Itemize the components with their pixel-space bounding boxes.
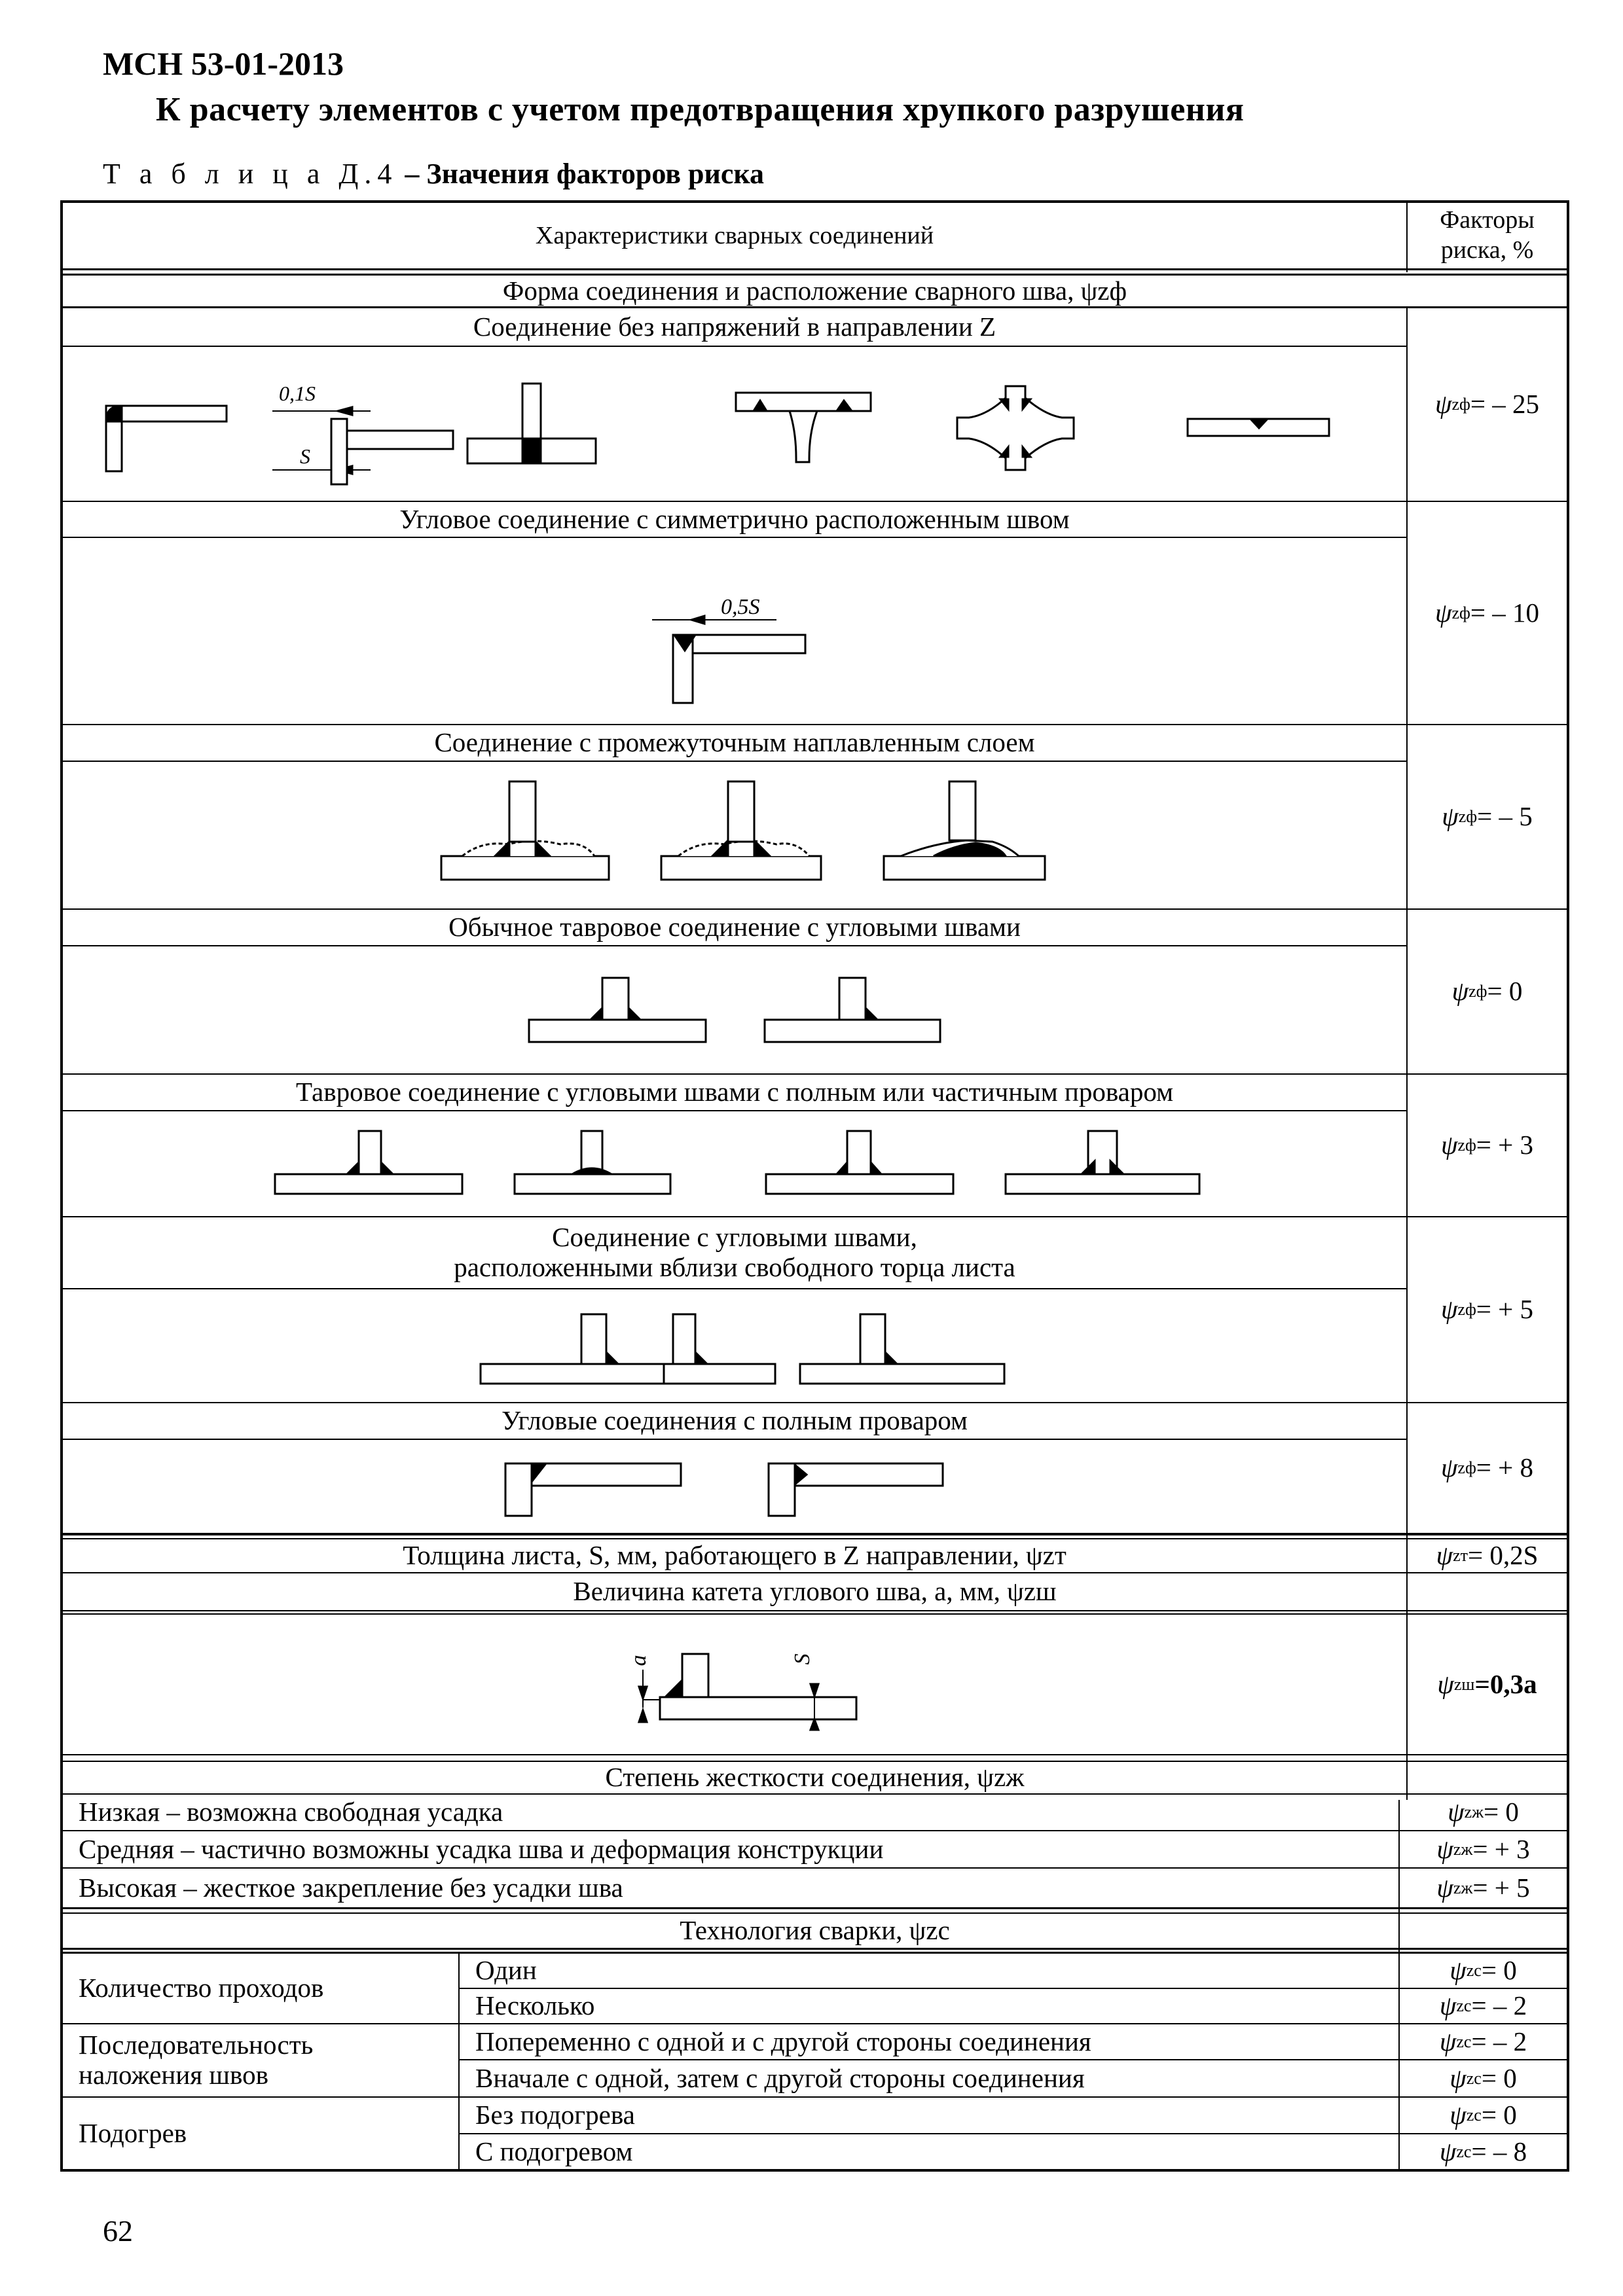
- factor-thickness-value: = 0,2S: [1467, 1540, 1539, 1571]
- tech-preheat-without: Без подогрева: [475, 2100, 635, 2130]
- factor-row6-value: = + 5: [1476, 1294, 1534, 1325]
- factor-sequence-alternate: ψ zc = – 2: [1439, 2026, 1527, 2056]
- header-factor-line2: риска, %: [1440, 236, 1534, 264]
- factor-row7: ψ zф = + 8: [1440, 1452, 1534, 1483]
- factor-rigidity-high: ψ zж = + 5: [1436, 1872, 1530, 1903]
- factor-row7-value: = + 8: [1476, 1452, 1534, 1483]
- buttered-layer-sketch-1: [441, 781, 609, 880]
- factor-sequence-alternate-value: = – 2: [1471, 2026, 1527, 2056]
- factor-passes-several: ψ zc = – 2: [1439, 1990, 1527, 2021]
- row4-label: Обычное тавровое соединение с угловыми швами: [448, 912, 1021, 942]
- rigidity-low: Низкая – возможна свободная усадка: [79, 1797, 503, 1827]
- row1-sketches: [63, 347, 1406, 501]
- factor-leg: ψ zш =0,3a: [1437, 1668, 1537, 1699]
- tech-preheat-name: Подогрев: [79, 2117, 187, 2148]
- tech-sequence-name: [63, 2024, 458, 2096]
- free-edge-sketch-3: [800, 1314, 1004, 1384]
- dim-05s: 0,5S: [721, 595, 760, 619]
- factor-rigidity-medium-value: = + 3: [1472, 1833, 1530, 1864]
- cross-joint-sketch: [467, 384, 596, 463]
- t-joint-single-fillet-sketch: [765, 978, 940, 1042]
- buttered-layer-sketch-3: [884, 781, 1045, 880]
- tech-passes-name: Количество проходов: [79, 1973, 324, 2003]
- factor-row4-value: = 0: [1487, 976, 1523, 1007]
- thickness-label: Толщина листа, S, мм, работающего в Z направлении, ψzт: [403, 1540, 1067, 1571]
- factor-preheat-with-value: = – 8: [1471, 2136, 1527, 2166]
- table-caption-label: Т а б л и ц а Д.4: [103, 158, 398, 190]
- rigidity-medium: Средняя – частично возможны усадка шва и деформация конструкции: [79, 1833, 884, 1864]
- full-penetration-corner-sketch-2: [769, 1463, 943, 1516]
- penetration-sketch-2: [515, 1131, 670, 1194]
- factor-passes-one-value: = 0: [1481, 1955, 1517, 1986]
- factor-preheat-with: ψ zc = – 8: [1439, 2136, 1527, 2166]
- factor-row3: ψ zф = – 5: [1442, 801, 1533, 832]
- penetration-sketch-4: [1006, 1131, 1199, 1194]
- factor-rigidity-medium: ψ zж = + 3: [1436, 1833, 1530, 1864]
- factor-row1: ψ zф = – 25: [1435, 389, 1539, 420]
- row6-label: [63, 1217, 1406, 1288]
- row7-sketches: [63, 1440, 1406, 1533]
- factor-rigidity-low-value: = 0: [1484, 1797, 1519, 1827]
- rigidity-title: Степень жесткости соединения, ψzж: [605, 1762, 1025, 1793]
- row7-label: Угловые соединения с полным проваром: [501, 1405, 968, 1436]
- row6-sketches: [63, 1289, 1406, 1402]
- row1-label: Соединение без напряжений в направлении Z: [473, 311, 996, 342]
- factor-row2: ψ zф = – 10: [1435, 597, 1539, 628]
- free-edge-sketch-2: [664, 1314, 775, 1384]
- tech-title: Технология сварки, ψzc: [680, 1915, 950, 1946]
- factor-thickness: ψ zт = 0,2S: [1436, 1540, 1539, 1571]
- factor-rigidity-high-value: = + 5: [1472, 1872, 1530, 1903]
- cruciform-joint-sketch: [957, 386, 1074, 470]
- tech-sequence-alternate: Попеременно с одной и с другой стороны соединения: [475, 2026, 1091, 2056]
- row2-sketch: [63, 538, 1406, 724]
- header-factor-line1: Факторы: [1440, 206, 1535, 234]
- t-joint-double-fillet-sketch: [529, 978, 706, 1042]
- factor-row2-value: = – 10: [1470, 597, 1539, 628]
- free-edge-sketch-1: [481, 1314, 676, 1384]
- row5-sketches: [63, 1111, 1406, 1216]
- page-title: К расчету элементов с учетом предотвращения хрупкого разрушения: [156, 91, 1245, 128]
- factor-row1-value: = – 25: [1470, 389, 1539, 420]
- tech-passes-several: Несколько: [475, 1990, 595, 2021]
- full-penetration-corner-sketch-1: [505, 1463, 681, 1516]
- row6-label-line1: Соединение с угловыми швами,: [552, 1222, 917, 1253]
- penetration-sketch-3: [766, 1131, 953, 1194]
- factor-leg-value: =0,3a: [1474, 1668, 1537, 1699]
- dim-a: a: [627, 1655, 651, 1666]
- factor-row5: ψ zф = + 3: [1440, 1130, 1534, 1160]
- row3-label: Соединение с промежуточным наплавленным слоем: [434, 727, 1035, 758]
- tech-sequence-line2: наложения швов: [79, 2060, 268, 2090]
- corner-joint-sketch: [106, 406, 227, 471]
- factor-row4: ψ zф = 0: [1451, 976, 1523, 1007]
- factor-sequence-one-then-other: ψ zc = 0: [1450, 2062, 1517, 2093]
- penetration-sketch-1: [275, 1131, 462, 1194]
- factor-sequence-one-then-other-value: = 0: [1481, 2062, 1517, 2093]
- row4-sketches: [63, 946, 1406, 1073]
- offset-joint-sketch: [272, 382, 453, 484]
- row3-sketches: [63, 762, 1406, 908]
- table-caption-name: – Значения факторов риска: [405, 158, 765, 190]
- header-characteristics: Характеристики сварных соединений: [535, 221, 934, 249]
- factor-passes-several-value: = – 2: [1471, 1990, 1527, 2021]
- leg-label: Величина катета углового шва, a, мм, ψzш: [573, 1576, 1057, 1607]
- buttered-layer-sketch-2: [661, 781, 821, 880]
- factor-row3-value: = – 5: [1477, 801, 1533, 832]
- page-number: 62: [103, 2214, 133, 2248]
- dim-01s: 0,1S: [279, 382, 316, 405]
- leg-size-sketch: [63, 1615, 1406, 1754]
- header-risk-factors: [1408, 203, 1567, 268]
- factor-preheat-without: ψ zc = 0: [1450, 2100, 1517, 2130]
- dim-s-vertical: S: [790, 1653, 814, 1665]
- factor-row5-value: = + 3: [1476, 1130, 1534, 1160]
- factor-preheat-without-value: = 0: [1481, 2100, 1517, 2130]
- dim-s: S: [300, 444, 310, 468]
- factor-rigidity-low: ψ zж = 0: [1448, 1797, 1519, 1827]
- t-joint-fillet-sketch: [736, 393, 871, 462]
- tech-sequence-line1: Последовательность: [79, 2030, 314, 2060]
- row2-label: Угловое соединение с симметрично расположенным швом: [399, 503, 1070, 534]
- factor-row6: ψ zф = + 5: [1440, 1294, 1534, 1325]
- tech-passes-one: Один: [475, 1955, 537, 1986]
- section-joint-form: Форма соединения и расположение сварного шва, ψzф: [502, 275, 1127, 306]
- tech-sequence-one-then-other: Вначале с одной, затем с другой стороны соединения: [475, 2062, 1085, 2093]
- rigidity-high: Высокая – жесткое закрепление без усадки шва: [79, 1872, 623, 1903]
- row5-label: Тавровое соединение с угловыми швами с полным или частичным проваром: [295, 1077, 1174, 1107]
- butt-joint-sketch: [1188, 419, 1329, 436]
- document-code: МСН 53-01-2013: [103, 45, 344, 82]
- row6-label-line2: расположенными вблизи свободного торца листа: [454, 1252, 1015, 1282]
- tech-preheat-with: С подогревом: [475, 2136, 633, 2166]
- table-caption: [103, 157, 764, 190]
- factor-passes-one: ψ zc = 0: [1450, 1955, 1517, 1986]
